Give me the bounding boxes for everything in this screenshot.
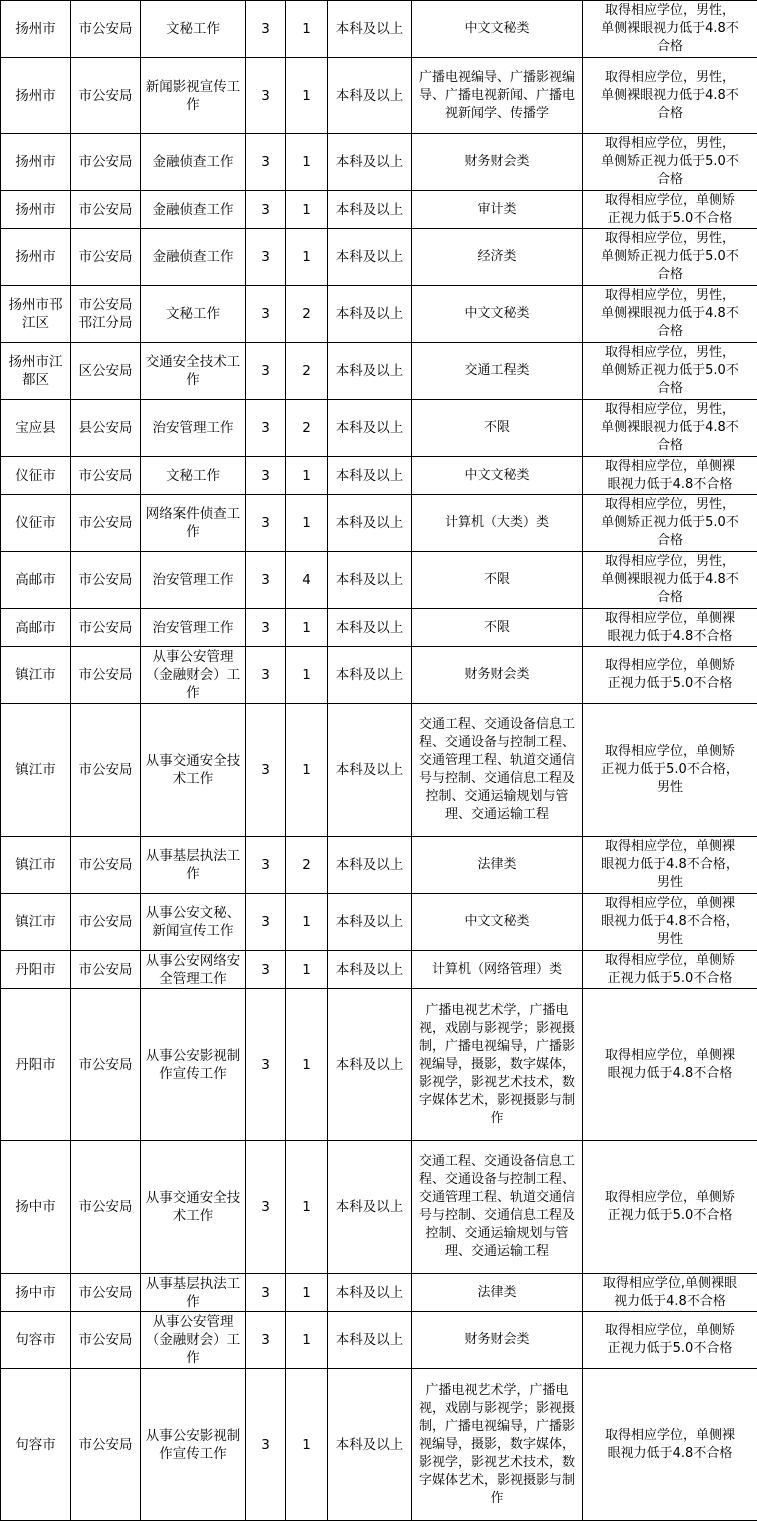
education-cell: 本科及以上 xyxy=(328,1274,412,1312)
position-cell: 治安管理工作 xyxy=(141,609,246,647)
position-cell: 金融侦查工作 xyxy=(141,191,246,229)
unit-cell: 市公安局 xyxy=(71,191,141,229)
unit-cell: 市公安局 xyxy=(71,1312,141,1369)
table-row xyxy=(1,837,757,894)
major-cell: 经济类 xyxy=(412,229,583,286)
city-cell: 扬州市邗江区 xyxy=(1,286,71,343)
table-row xyxy=(1,286,757,343)
position-cell: 金融侦查工作 xyxy=(141,134,246,191)
unit-cell: 市公安局 xyxy=(71,1,141,58)
major-cell: 中文文秘类 xyxy=(412,1,583,58)
table-row xyxy=(1,1312,757,1369)
count-cell: 2 xyxy=(286,286,328,343)
count-cell: 1 xyxy=(286,1141,328,1274)
table-row xyxy=(1,704,757,837)
requirement-cell: 取得相应学位，单侧矫 正视力低于5.0不合格 xyxy=(583,191,757,229)
major-cell: 交通工程、交通设备信息工程、交通设备与控制工程、交通管理工程、轨道交通信号与控制、交通信息工程及控制、交通运输规划与管理、交通运输工程 xyxy=(412,1141,583,1274)
major-cell: 审计类 xyxy=(412,191,583,229)
grade-cell: 3 xyxy=(246,647,286,704)
requirement-cell: 取得相应学位,单侧裸眼 视力低于4.8不合格 xyxy=(583,1274,757,1312)
education-cell: 本科及以上 xyxy=(328,229,412,286)
unit-cell: 市公安局 xyxy=(71,989,141,1141)
city-cell: 扬州市 xyxy=(1,191,71,229)
grade-cell: 3 xyxy=(246,134,286,191)
grade-cell: 3 xyxy=(246,343,286,400)
position-cell: 文秘工作 xyxy=(141,457,246,495)
education-cell: 本科及以上 xyxy=(328,343,412,400)
education-cell: 本科及以上 xyxy=(328,286,412,343)
table-row xyxy=(1,552,757,609)
city-cell: 扬州市江都区 xyxy=(1,343,71,400)
requirement-cell: 取得相应学位，单侧裸 眼视力低于4.8不合格 xyxy=(583,609,757,647)
city-cell: 高邮市 xyxy=(1,609,71,647)
unit-cell: 市公安局 xyxy=(71,1141,141,1274)
grade-cell: 3 xyxy=(246,286,286,343)
grade-cell: 3 xyxy=(246,609,286,647)
unit-cell: 市公安局 xyxy=(71,704,141,837)
city-cell: 扬中市 xyxy=(1,1141,71,1274)
position-cell: 从事基层执法工作 xyxy=(141,837,246,894)
education-cell: 本科及以上 xyxy=(328,58,412,134)
unit-cell: 市公安局 xyxy=(71,1274,141,1312)
city-cell: 高邮市 xyxy=(1,552,71,609)
major-cell: 法律类 xyxy=(412,837,583,894)
requirement-cell: 取得相应学位，单侧矫 正视力低于5.0不合格 xyxy=(583,1312,757,1369)
grade-cell: 3 xyxy=(246,58,286,134)
major-cell: 交通工程、交通设备信息工程、交通设备与控制工程、交通管理工程、轨道交通信号与控制、交通信息工程及控制、交通运输规划与管理、交通运输工程 xyxy=(412,704,583,837)
requirement-cell: 取得相应学位，单侧裸 眼视力低于4.8不合格 xyxy=(583,457,757,495)
unit-cell: 市公安局 xyxy=(71,58,141,134)
education-cell: 本科及以上 xyxy=(328,1312,412,1369)
position-cell: 治安管理工作 xyxy=(141,400,246,457)
table-row xyxy=(1,191,757,229)
position-cell: 从事公安影视制作宣传工作 xyxy=(141,989,246,1141)
unit-cell: 市公安局 xyxy=(71,837,141,894)
count-cell: 1 xyxy=(286,457,328,495)
position-cell: 从事交通安全技术工作 xyxy=(141,1141,246,1274)
grade-cell: 3 xyxy=(246,495,286,552)
count-cell: 1 xyxy=(286,647,328,704)
position-cell: 从事公安影视制作宣传工作 xyxy=(141,1369,246,1521)
education-cell: 本科及以上 xyxy=(328,951,412,989)
count-cell: 2 xyxy=(286,837,328,894)
city-cell: 宝应县 xyxy=(1,400,71,457)
requirement-cell: 取得相应学位，单侧裸 眼视力低于4.8不合格， 男性 xyxy=(583,894,757,951)
requirement-cell: 取得相应学位，男性， 单侧矫正视力低于5.0不 合格 xyxy=(583,134,757,191)
education-cell: 本科及以上 xyxy=(328,134,412,191)
requirement-cell: 取得相应学位，单侧裸 眼视力低于4.8不合格 xyxy=(583,989,757,1141)
education-cell: 本科及以上 xyxy=(328,400,412,457)
city-cell: 镇江市 xyxy=(1,894,71,951)
position-cell: 文秘工作 xyxy=(141,1,246,58)
major-cell: 财务财会类 xyxy=(412,647,583,704)
position-cell: 从事交通安全技术工作 xyxy=(141,704,246,837)
table-body xyxy=(1,1,757,1521)
city-cell: 仪征市 xyxy=(1,457,71,495)
unit-cell: 市公安局 xyxy=(71,134,141,191)
count-cell: 1 xyxy=(286,134,328,191)
count-cell: 1 xyxy=(286,1312,328,1369)
city-cell: 丹阳市 xyxy=(1,989,71,1141)
requirement-cell: 取得相应学位，男性， 单侧裸眼视力低于4.8不 合格 xyxy=(583,552,757,609)
table-row xyxy=(1,58,757,134)
count-cell: 1 xyxy=(286,58,328,134)
position-cell: 文秘工作 xyxy=(141,286,246,343)
count-cell: 1 xyxy=(286,951,328,989)
city-cell: 句容市 xyxy=(1,1369,71,1521)
position-cell: 网络案件侦查工作 xyxy=(141,495,246,552)
position-cell: 治安管理工作 xyxy=(141,552,246,609)
city-cell: 扬州市 xyxy=(1,1,71,58)
requirement-cell: 取得相应学位，单侧矫 正视力低于5.0不合格， 男性 xyxy=(583,704,757,837)
city-cell: 镇江市 xyxy=(1,837,71,894)
major-cell: 财务财会类 xyxy=(412,134,583,191)
city-cell: 句容市 xyxy=(1,1312,71,1369)
major-cell: 交通工程类 xyxy=(412,343,583,400)
grade-cell: 3 xyxy=(246,1369,286,1521)
table-row xyxy=(1,400,757,457)
position-cell: 从事基层执法工作 xyxy=(141,1274,246,1312)
count-cell: 2 xyxy=(286,343,328,400)
unit-cell: 市公安局邗江分局 xyxy=(71,286,141,343)
education-cell: 本科及以上 xyxy=(328,457,412,495)
education-cell: 本科及以上 xyxy=(328,1369,412,1521)
city-cell: 扬州市 xyxy=(1,134,71,191)
position-cell: 从事公安管理（金融财会）工作 xyxy=(141,1312,246,1369)
major-cell: 中文文秘类 xyxy=(412,894,583,951)
education-cell: 本科及以上 xyxy=(328,1,412,58)
unit-cell: 市公安局 xyxy=(71,609,141,647)
major-cell: 计算机（网络管理）类 xyxy=(412,951,583,989)
grade-cell: 3 xyxy=(246,1274,286,1312)
position-cell: 从事公安文秘、新闻宣传工作 xyxy=(141,894,246,951)
city-cell: 扬中市 xyxy=(1,1274,71,1312)
table-row xyxy=(1,951,757,989)
position-cell: 从事公安网络安全管理工作 xyxy=(141,951,246,989)
table-row xyxy=(1,989,757,1141)
table-row xyxy=(1,134,757,191)
requirement-cell: 取得相应学位，男性， 单侧矫正视力低于5.0不 合格 xyxy=(583,495,757,552)
count-cell: 1 xyxy=(286,989,328,1141)
table-row xyxy=(1,229,757,286)
city-cell: 镇江市 xyxy=(1,647,71,704)
count-cell: 1 xyxy=(286,1,328,58)
unit-cell: 市公安局 xyxy=(71,1369,141,1521)
count-cell: 1 xyxy=(286,704,328,837)
major-cell: 财务财会类 xyxy=(412,1312,583,1369)
requirement-cell: 取得相应学位，男性， 单侧矫正视力低于5.0不 合格 xyxy=(583,343,757,400)
major-cell: 不限 xyxy=(412,552,583,609)
grade-cell: 3 xyxy=(246,1312,286,1369)
table-row xyxy=(1,1274,757,1312)
count-cell: 4 xyxy=(286,552,328,609)
requirement-cell: 取得相应学位，单侧矫 正视力低于5.0不合格 xyxy=(583,951,757,989)
position-cell: 金融侦查工作 xyxy=(141,229,246,286)
education-cell: 本科及以上 xyxy=(328,894,412,951)
requirement-cell: 取得相应学位，男性， 单侧裸眼视力低于4.8不 合格 xyxy=(583,58,757,134)
requirement-cell: 取得相应学位，男性， 单侧裸眼视力低于4.8不 合格 xyxy=(583,400,757,457)
table-row xyxy=(1,495,757,552)
grade-cell: 3 xyxy=(246,191,286,229)
unit-cell: 市公安局 xyxy=(71,552,141,609)
count-cell: 2 xyxy=(286,400,328,457)
position-cell: 新闻影视宣传工作 xyxy=(141,58,246,134)
city-cell: 镇江市 xyxy=(1,704,71,837)
table-row xyxy=(1,1369,757,1521)
count-cell: 1 xyxy=(286,609,328,647)
grade-cell: 3 xyxy=(246,837,286,894)
unit-cell: 市公安局 xyxy=(71,457,141,495)
education-cell: 本科及以上 xyxy=(328,552,412,609)
requirement-cell: 取得相应学位，单侧矫 正视力低于5.0不合格 xyxy=(583,647,757,704)
unit-cell: 县公安局 xyxy=(71,400,141,457)
table-row xyxy=(1,894,757,951)
major-cell: 中文文秘类 xyxy=(412,457,583,495)
unit-cell: 市公安局 xyxy=(71,951,141,989)
education-cell: 本科及以上 xyxy=(328,647,412,704)
unit-cell: 市公安局 xyxy=(71,647,141,704)
grade-cell: 3 xyxy=(246,951,286,989)
requirement-cell: 取得相应学位，单侧裸 眼视力低于4.8不合格 xyxy=(583,1369,757,1521)
count-cell: 1 xyxy=(286,495,328,552)
education-cell: 本科及以上 xyxy=(328,837,412,894)
education-cell: 本科及以上 xyxy=(328,704,412,837)
grade-cell: 3 xyxy=(246,552,286,609)
table-row xyxy=(1,343,757,400)
grade-cell: 3 xyxy=(246,400,286,457)
table-row xyxy=(1,609,757,647)
education-cell: 本科及以上 xyxy=(328,989,412,1141)
requirement-cell: 取得相应学位，男性， 单侧裸眼视力低于4.8不 合格 xyxy=(583,1,757,58)
position-cell: 交通安全技术工作 xyxy=(141,343,246,400)
grade-cell: 3 xyxy=(246,704,286,837)
major-cell: 广播电视编导、广播影视编导、广播电视新闻、广播电视新闻学、传播学 xyxy=(412,58,583,134)
count-cell: 1 xyxy=(286,1369,328,1521)
position-cell: 从事公安管理（金融财会）工作 xyxy=(141,647,246,704)
major-cell: 广播电视艺术学，广播电视，戏剧与影视学；影视摄制，广播电视编导，广播影视编导，摄影，数字媒体，影视学，影视艺术技术，数字媒体艺术，影视摄影与制作 xyxy=(412,989,583,1141)
requirement-cell: 取得相应学位，男性， 单侧裸眼视力低于4.8不 合格 xyxy=(583,286,757,343)
table-row xyxy=(1,1,757,58)
major-cell: 广播电视艺术学，广播电视，戏剧与影视学；影视摄制，广播电视编导，广播影视编导，摄影，数字媒体，影视学，影视艺术技术，数字媒体艺术，影视摄影与制作 xyxy=(412,1369,583,1521)
unit-cell: 市公安局 xyxy=(71,229,141,286)
count-cell: 1 xyxy=(286,229,328,286)
table-row xyxy=(1,647,757,704)
major-cell: 法律类 xyxy=(412,1274,583,1312)
grade-cell: 3 xyxy=(246,457,286,495)
grade-cell: 3 xyxy=(246,989,286,1141)
city-cell: 扬州市 xyxy=(1,229,71,286)
education-cell: 本科及以上 xyxy=(328,609,412,647)
count-cell: 1 xyxy=(286,191,328,229)
major-cell: 不限 xyxy=(412,400,583,457)
grade-cell: 3 xyxy=(246,229,286,286)
education-cell: 本科及以上 xyxy=(328,191,412,229)
city-cell: 扬州市 xyxy=(1,58,71,134)
education-cell: 本科及以上 xyxy=(328,495,412,552)
table-row xyxy=(1,457,757,495)
unit-cell: 市公安局 xyxy=(71,894,141,951)
city-cell: 仪征市 xyxy=(1,495,71,552)
city-cell: 丹阳市 xyxy=(1,951,71,989)
major-cell: 中文文秘类 xyxy=(412,286,583,343)
requirement-cell: 取得相应学位，男性， 单侧矫正视力低于5.0不 合格 xyxy=(583,229,757,286)
grade-cell: 3 xyxy=(246,894,286,951)
count-cell: 1 xyxy=(286,894,328,951)
unit-cell: 市公安局 xyxy=(71,495,141,552)
requirement-cell: 取得相应学位，单侧裸 眼视力低于4.8不合格， 男性 xyxy=(583,837,757,894)
grade-cell: 3 xyxy=(246,1,286,58)
table-row xyxy=(1,1141,757,1274)
education-cell: 本科及以上 xyxy=(328,1141,412,1274)
major-cell: 不限 xyxy=(412,609,583,647)
requirement-cell: 取得相应学位，单侧矫 正视力低于5.0不合格 xyxy=(583,1141,757,1274)
count-cell: 1 xyxy=(286,1274,328,1312)
grade-cell: 3 xyxy=(246,1141,286,1274)
unit-cell: 区公安局 xyxy=(71,343,141,400)
major-cell: 计算机（大类）类 xyxy=(412,495,583,552)
